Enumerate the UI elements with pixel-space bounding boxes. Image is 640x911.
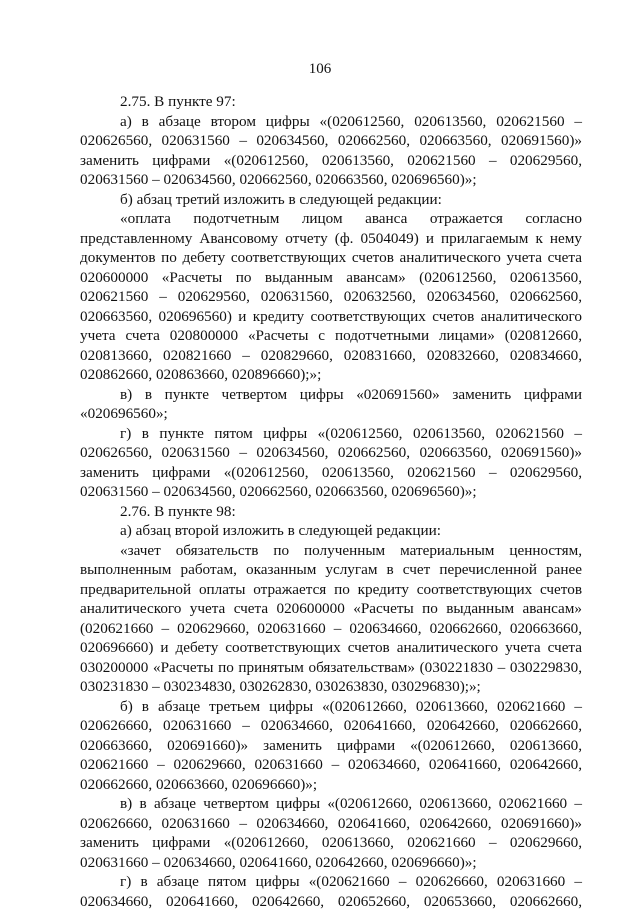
text-line: 020696660) и дебету соответствующих счетов аналитического учета счета xyxy=(80,638,582,658)
text-line: а) абзац второй изложить в следующей редакции: xyxy=(80,521,582,541)
page-number: 106 xyxy=(0,61,640,78)
paragraph-p275a xyxy=(80,112,582,190)
text-line: б) в абзаце третьем цифры «(020612660, 020613660, 020621660 – xyxy=(80,697,582,717)
text-line: 020662660, 020663660, 020696660)»; xyxy=(80,775,582,795)
text-line: заменить цифрами «(020612660, 020613660, 020621660 – 020629660, xyxy=(80,833,582,853)
paragraph-p276g xyxy=(80,872,582,911)
text-line: б) абзац третий изложить в следующей редакции: xyxy=(80,190,582,210)
text-line: представленному Авансовому отчету (ф. 0504049) и прилагаемым к нему xyxy=(80,229,582,249)
paragraph-p275g xyxy=(80,424,582,502)
text-line: 020631560 – 020634560, 020662560, 020663560, 020696560)»; xyxy=(80,170,582,190)
text-line: 020621560 – 020629560, 020631560, 020632560, 020634560, 020662560, xyxy=(80,287,582,307)
paragraph-p275v xyxy=(80,385,582,424)
text-line: 020626660, 020631660 – 020634660, 020641660, 020642660, 020691660)» xyxy=(80,814,582,834)
text-line: документов по дебету соответствующих счетов аналитического учета счета xyxy=(80,248,582,268)
text-line: 020626660, 020631660 – 020634660, 020641660, 020642660, 020662660, xyxy=(80,716,582,736)
text-line: 030200000 «Расчеты по принятым обязательствам» (030221830 – 030229830, xyxy=(80,658,582,678)
text-line: «020696560»; xyxy=(80,404,582,424)
text-line: 030231830 – 030234830, 030262830, 030263830, 030296830);»; xyxy=(80,677,582,697)
text-line: 020631560 – 020634560, 020662560, 020663560, 020696560)»; xyxy=(80,482,582,502)
text-line: а) в абзаце втором цифры «(020612560, 020613560, 020621560 – xyxy=(80,112,582,132)
text-line: «зачет обязательств по полученным материальным ценностям, xyxy=(80,541,582,561)
text-line: 020600000 «Расчеты по выданным авансам» (020612560, 020613560, xyxy=(80,268,582,288)
text-line: аналитического учета счета 020600000 «Расчеты по выданным авансам» xyxy=(80,599,582,619)
text-line: г) в пункте пятом цифры «(020612560, 020613560, 020621560 – xyxy=(80,424,582,444)
text-line: 2.76. В пункте 98: xyxy=(80,502,582,522)
text-line: 020634660, 020641660, 020642660, 020652660, 020653660, 020662660, xyxy=(80,892,582,911)
text-line: 2.75. В пункте 97: xyxy=(80,92,582,112)
text-line: выполненным работам, оказанным услугам в счет перечисленной ранее xyxy=(80,560,582,580)
text-line: 020621660 – 020629660, 020631660 – 020634660, 020641660, 020642660, xyxy=(80,755,582,775)
text-line: в) в абзаце четвертом цифры «(020612660, 020613660, 020621660 – xyxy=(80,794,582,814)
text-line: 020626560, 020631560 – 020634560, 020662560, 020663560, 020691560)» xyxy=(80,131,582,151)
text-line: 020862660, 020863660, 020896660);»; xyxy=(80,365,582,385)
document-body xyxy=(80,92,582,911)
text-line: предварительной оплаты отражается по кредиту соответствующих счетов xyxy=(80,580,582,600)
text-line: «оплата подотчетным лицом аванса отражается согласно xyxy=(80,209,582,229)
text-line: (020621660 – 020629660, 020631660 – 020634660, 020662660, 020663660, xyxy=(80,619,582,639)
text-line: заменить цифрами «(020612560, 020613560, 020621560 – 020629560, xyxy=(80,463,582,483)
paragraph-p276b xyxy=(80,697,582,795)
paragraph-p276 xyxy=(80,502,582,522)
paragraph-p276v xyxy=(80,794,582,872)
paragraph-p275b-text xyxy=(80,209,582,385)
text-line: 020626560, 020631560 – 020634560, 020662560, 020663560, 020691560)» xyxy=(80,443,582,463)
text-line: заменить цифрами «(020612560, 020613560, 020621560 – 020629560, xyxy=(80,151,582,171)
text-line: 020663560, 020696560) и кредиту соответствующих счетов аналитического xyxy=(80,307,582,327)
paragraph-p275 xyxy=(80,92,582,112)
text-line: учета счета 020800000 «Расчеты с подотчетными лицами» (020812660, xyxy=(80,326,582,346)
text-line: 020663660, 020691660)» заменить цифрами «(020612660, 020613660, xyxy=(80,736,582,756)
text-line: 020631660 – 020634660, 020641660, 020642660, 020696660)»; xyxy=(80,853,582,873)
text-line: в) в пункте четвертом цифры «020691560» заменить цифрами xyxy=(80,385,582,405)
text-line: 020813660, 020821660 – 020829660, 020831660, 020832660, 020834660, xyxy=(80,346,582,366)
text-line: г) в абзаце пятом цифры «(020621660 – 020626660, 020631660 – xyxy=(80,872,582,892)
paragraph-p275b xyxy=(80,190,582,210)
paragraph-p276a xyxy=(80,521,582,541)
paragraph-p276a-text xyxy=(80,541,582,697)
